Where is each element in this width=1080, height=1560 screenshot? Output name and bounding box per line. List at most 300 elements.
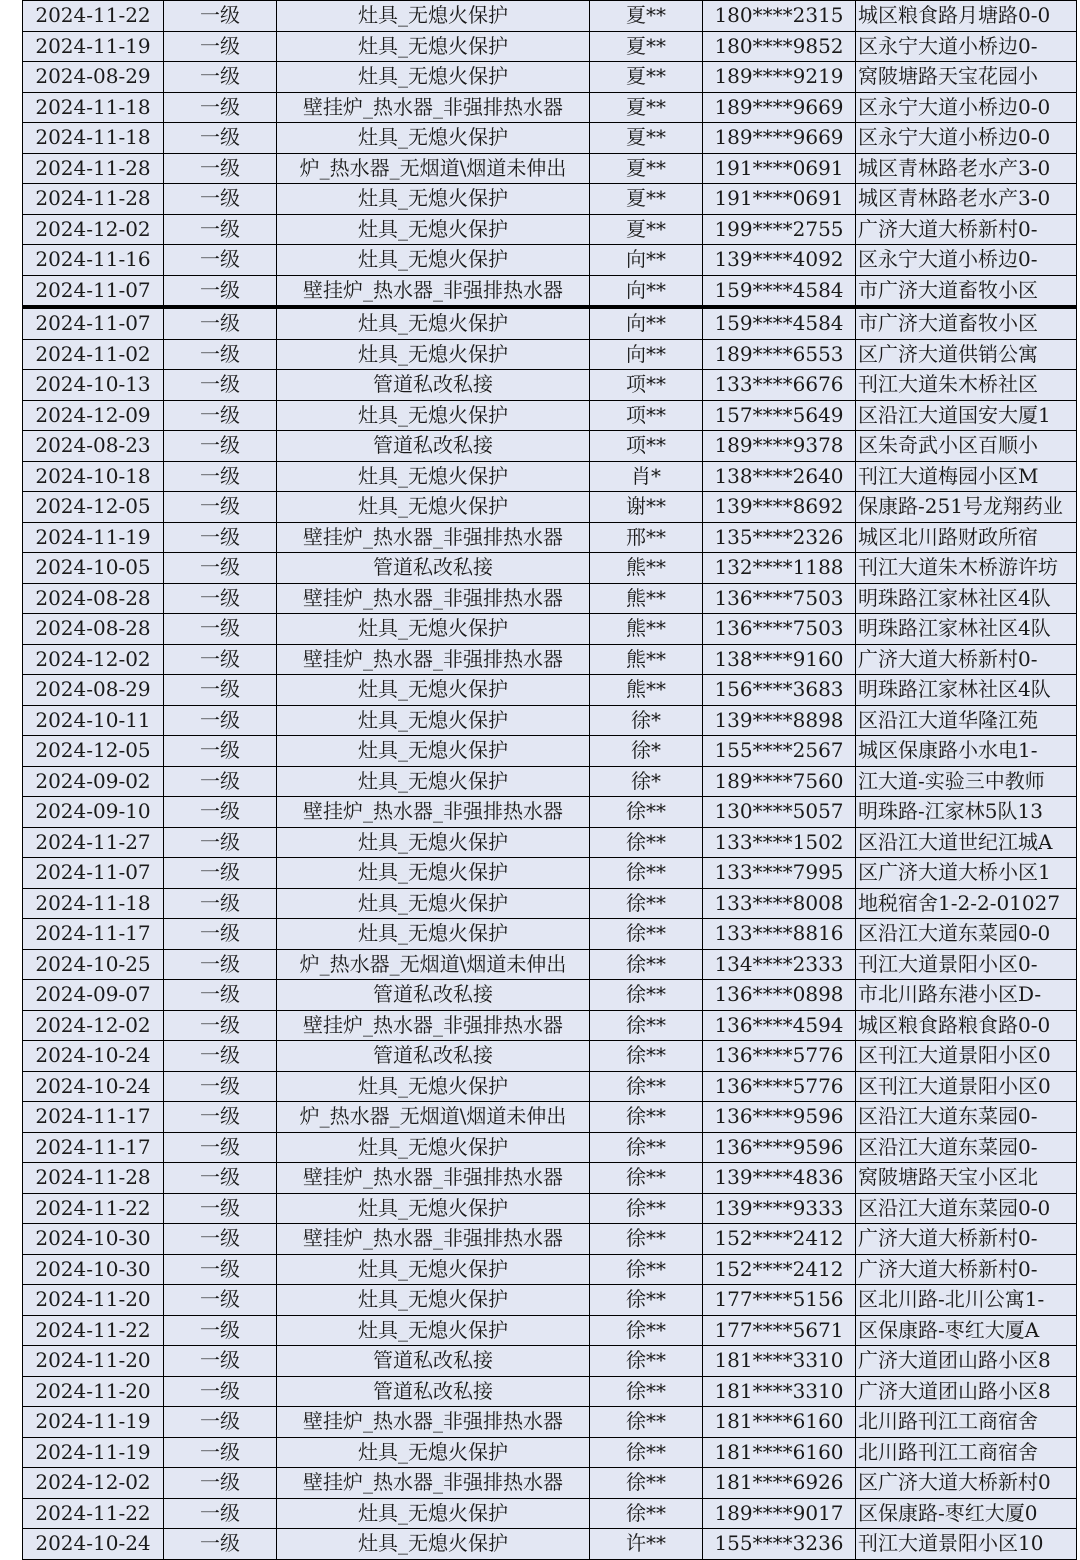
level-cell: 一级 bbox=[164, 1, 277, 32]
address-cell: 区沿江大道世纪江城A bbox=[856, 827, 1077, 858]
issue-cell: 管道私改私接 bbox=[277, 1041, 590, 1072]
table-row bbox=[23, 184, 1077, 215]
level-cell: 一级 bbox=[164, 980, 277, 1011]
phone-cell: 136****7503 bbox=[703, 614, 856, 645]
phone-cell: 155****3236 bbox=[703, 1529, 856, 1560]
level-cell: 一级 bbox=[164, 1498, 277, 1529]
date-cell: 2024-11-07 bbox=[23, 858, 164, 889]
name-cell: 徐* bbox=[590, 766, 703, 797]
name-cell: 徐** bbox=[590, 980, 703, 1011]
address-cell: 城区青林路老水产3-0 bbox=[856, 184, 1077, 215]
issue-cell: 炉_热水器_无烟道\烟道未伸出 bbox=[277, 1102, 590, 1133]
address-cell: 城区粮食路月塘路0-0 bbox=[856, 1, 1077, 32]
level-cell: 一级 bbox=[164, 1529, 277, 1560]
date-cell: 2024-11-17 bbox=[23, 919, 164, 950]
address-cell: 区永宁大道小桥边0- bbox=[856, 245, 1077, 276]
issue-cell: 灶具_无熄火保护 bbox=[277, 31, 590, 62]
table-row bbox=[23, 797, 1077, 828]
date-cell: 2024-08-28 bbox=[23, 583, 164, 614]
name-cell: 熊** bbox=[590, 675, 703, 706]
table-row bbox=[23, 827, 1077, 858]
name-cell: 徐** bbox=[590, 1254, 703, 1285]
issue-cell: 灶具_无熄火保护 bbox=[277, 1498, 590, 1529]
table-row bbox=[23, 245, 1077, 276]
table-row bbox=[23, 62, 1077, 93]
name-cell: 项** bbox=[590, 370, 703, 401]
level-cell: 一级 bbox=[164, 1193, 277, 1224]
address-cell: 区刊江大道景阳小区0 bbox=[856, 1071, 1077, 1102]
name-cell: 夏** bbox=[590, 62, 703, 93]
phone-cell: 136****0898 bbox=[703, 980, 856, 1011]
name-cell: 徐** bbox=[590, 797, 703, 828]
phone-cell: 157****5649 bbox=[703, 400, 856, 431]
phone-cell: 136****7503 bbox=[703, 583, 856, 614]
phone-cell: 189****6553 bbox=[703, 339, 856, 370]
name-cell: 向** bbox=[590, 339, 703, 370]
issue-cell: 灶具_无熄火保护 bbox=[277, 339, 590, 370]
name-cell: 许** bbox=[590, 1529, 703, 1560]
address-cell: 广济大道大桥新村0- bbox=[856, 1254, 1077, 1285]
date-cell: 2024-11-22 bbox=[23, 1193, 164, 1224]
phone-cell: 189****9669 bbox=[703, 123, 856, 154]
name-cell: 夏** bbox=[590, 31, 703, 62]
date-cell: 2024-12-05 bbox=[23, 492, 164, 523]
address-cell: 江大道-实验三中教师 bbox=[856, 766, 1077, 797]
name-cell: 向** bbox=[590, 245, 703, 276]
level-cell: 一级 bbox=[164, 949, 277, 980]
name-cell: 徐** bbox=[590, 1224, 703, 1255]
phone-cell: 139****8898 bbox=[703, 705, 856, 736]
address-cell: 北川路刊江工商宿舍 bbox=[856, 1407, 1077, 1438]
table-row bbox=[23, 461, 1077, 492]
address-cell: 市广济大道畜牧小区 bbox=[856, 275, 1077, 307]
table-row bbox=[23, 1, 1077, 32]
date-cell: 2024-11-16 bbox=[23, 245, 164, 276]
level-cell: 一级 bbox=[164, 307, 277, 339]
date-cell: 2024-09-02 bbox=[23, 766, 164, 797]
level-cell: 一级 bbox=[164, 1254, 277, 1285]
table-row bbox=[23, 1437, 1077, 1468]
name-cell: 徐** bbox=[590, 858, 703, 889]
phone-cell: 136****9596 bbox=[703, 1132, 856, 1163]
address-cell: 区永宁大道小桥边0-0 bbox=[856, 92, 1077, 123]
issue-cell: 壁挂炉_热水器_非强排热水器 bbox=[277, 92, 590, 123]
address-cell: 区沿江大道东菜园0- bbox=[856, 1102, 1077, 1133]
date-cell: 2024-12-02 bbox=[23, 214, 164, 245]
phone-cell: 132****1188 bbox=[703, 553, 856, 584]
issue-cell: 灶具_无熄火保护 bbox=[277, 1254, 590, 1285]
issue-cell: 壁挂炉_热水器_非强排热水器 bbox=[277, 797, 590, 828]
level-cell: 一级 bbox=[164, 827, 277, 858]
date-cell: 2024-10-13 bbox=[23, 370, 164, 401]
phone-cell: 138****2640 bbox=[703, 461, 856, 492]
level-cell: 一级 bbox=[164, 184, 277, 215]
table-row bbox=[23, 522, 1077, 553]
phone-cell: 181****6160 bbox=[703, 1407, 856, 1438]
date-cell: 2024-11-02 bbox=[23, 339, 164, 370]
date-cell: 2024-11-28 bbox=[23, 184, 164, 215]
hazard-record-table bbox=[22, 0, 1077, 1560]
phone-cell: 136****4594 bbox=[703, 1010, 856, 1041]
address-cell: 区永宁大道小桥边0-0 bbox=[856, 123, 1077, 154]
phone-cell: 133****8816 bbox=[703, 919, 856, 950]
table-row bbox=[23, 1346, 1077, 1377]
table-row bbox=[23, 1132, 1077, 1163]
date-cell: 2024-11-22 bbox=[23, 1, 164, 32]
table-row bbox=[23, 1041, 1077, 1072]
address-cell: 区朱奇武小区百顺小 bbox=[856, 431, 1077, 462]
level-cell: 一级 bbox=[164, 736, 277, 767]
name-cell: 熊** bbox=[590, 614, 703, 645]
issue-cell: 灶具_无熄火保护 bbox=[277, 62, 590, 93]
table-row bbox=[23, 153, 1077, 184]
phone-cell: 139****9333 bbox=[703, 1193, 856, 1224]
table-row bbox=[23, 1376, 1077, 1407]
date-cell: 2024-10-18 bbox=[23, 461, 164, 492]
address-cell: 刊江大道景阳小区10 bbox=[856, 1529, 1077, 1560]
table-row bbox=[23, 949, 1077, 980]
level-cell: 一级 bbox=[164, 583, 277, 614]
name-cell: 徐** bbox=[590, 949, 703, 980]
level-cell: 一级 bbox=[164, 1376, 277, 1407]
phone-cell: 181****6926 bbox=[703, 1468, 856, 1499]
phone-cell: 133****7995 bbox=[703, 858, 856, 889]
phone-cell: 189****9219 bbox=[703, 62, 856, 93]
phone-cell: 138****9160 bbox=[703, 644, 856, 675]
name-cell: 夏** bbox=[590, 153, 703, 184]
issue-cell: 灶具_无熄火保护 bbox=[277, 919, 590, 950]
issue-cell: 壁挂炉_热水器_非强排热水器 bbox=[277, 583, 590, 614]
phone-cell: 189****9017 bbox=[703, 1498, 856, 1529]
phone-cell: 159****4584 bbox=[703, 275, 856, 307]
level-cell: 一级 bbox=[164, 614, 277, 645]
table-row bbox=[23, 766, 1077, 797]
issue-cell: 壁挂炉_热水器_非强排热水器 bbox=[277, 1010, 590, 1041]
address-cell: 刊江大道朱木桥社区 bbox=[856, 370, 1077, 401]
level-cell: 一级 bbox=[164, 92, 277, 123]
issue-cell: 灶具_无熄火保护 bbox=[277, 1315, 590, 1346]
date-cell: 2024-08-28 bbox=[23, 614, 164, 645]
name-cell: 徐** bbox=[590, 827, 703, 858]
issue-cell: 壁挂炉_热水器_非强排热水器 bbox=[277, 1468, 590, 1499]
date-cell: 2024-11-20 bbox=[23, 1376, 164, 1407]
address-cell: 区广济大道大桥新村0 bbox=[856, 1468, 1077, 1499]
phone-cell: 156****3683 bbox=[703, 675, 856, 706]
phone-cell: 189****7560 bbox=[703, 766, 856, 797]
date-cell: 2024-11-20 bbox=[23, 1346, 164, 1377]
phone-cell: 134****2333 bbox=[703, 949, 856, 980]
address-cell: 城区青林路老水产3-0 bbox=[856, 153, 1077, 184]
phone-cell: 136****9596 bbox=[703, 1102, 856, 1133]
date-cell: 2024-11-19 bbox=[23, 1407, 164, 1438]
date-cell: 2024-10-25 bbox=[23, 949, 164, 980]
level-cell: 一级 bbox=[164, 675, 277, 706]
issue-cell: 壁挂炉_热水器_非强排热水器 bbox=[277, 275, 590, 307]
table-row bbox=[23, 1254, 1077, 1285]
date-cell: 2024-11-19 bbox=[23, 522, 164, 553]
table-row bbox=[23, 431, 1077, 462]
date-cell: 2024-10-05 bbox=[23, 553, 164, 584]
level-cell: 一级 bbox=[164, 858, 277, 889]
issue-cell: 灶具_无熄火保护 bbox=[277, 184, 590, 215]
table-row bbox=[23, 888, 1077, 919]
level-cell: 一级 bbox=[164, 123, 277, 154]
address-cell: 广济大道大桥新村0- bbox=[856, 1224, 1077, 1255]
address-cell: 明珠路江家林社区4队 bbox=[856, 614, 1077, 645]
date-cell: 2024-11-22 bbox=[23, 1498, 164, 1529]
date-cell: 2024-11-17 bbox=[23, 1102, 164, 1133]
level-cell: 一级 bbox=[164, 1407, 277, 1438]
address-cell: 区广济大道供销公寓 bbox=[856, 339, 1077, 370]
issue-cell: 灶具_无熄火保护 bbox=[277, 214, 590, 245]
level-cell: 一级 bbox=[164, 705, 277, 736]
table-row bbox=[23, 1315, 1077, 1346]
date-cell: 2024-10-24 bbox=[23, 1071, 164, 1102]
phone-cell: 152****2412 bbox=[703, 1224, 856, 1255]
address-cell: 刊江大道朱木桥游许坊 bbox=[856, 553, 1077, 584]
table-row bbox=[23, 980, 1077, 1011]
table-row bbox=[23, 275, 1077, 307]
issue-cell: 灶具_无熄火保护 bbox=[277, 614, 590, 645]
date-cell: 2024-11-07 bbox=[23, 275, 164, 307]
table-row bbox=[23, 1529, 1077, 1560]
address-cell: 区沿江大道华隆江苑 bbox=[856, 705, 1077, 736]
name-cell: 夏** bbox=[590, 184, 703, 215]
name-cell: 徐** bbox=[590, 1315, 703, 1346]
address-cell: 区沿江大道国安大厦1 bbox=[856, 400, 1077, 431]
name-cell: 夏** bbox=[590, 1, 703, 32]
phone-cell: 139****8692 bbox=[703, 492, 856, 523]
date-cell: 2024-11-07 bbox=[23, 307, 164, 339]
name-cell: 徐** bbox=[590, 1010, 703, 1041]
level-cell: 一级 bbox=[164, 1437, 277, 1468]
address-cell: 区永宁大道小桥边0- bbox=[856, 31, 1077, 62]
issue-cell: 壁挂炉_热水器_非强排热水器 bbox=[277, 1224, 590, 1255]
level-cell: 一级 bbox=[164, 62, 277, 93]
name-cell: 熊** bbox=[590, 553, 703, 584]
phone-cell: 177****5156 bbox=[703, 1285, 856, 1316]
issue-cell: 壁挂炉_热水器_非强排热水器 bbox=[277, 644, 590, 675]
date-cell: 2024-12-02 bbox=[23, 1010, 164, 1041]
phone-cell: 189****9378 bbox=[703, 431, 856, 462]
phone-cell: 180****9852 bbox=[703, 31, 856, 62]
table-row bbox=[23, 858, 1077, 889]
table-row bbox=[23, 214, 1077, 245]
name-cell: 夏** bbox=[590, 92, 703, 123]
date-cell: 2024-08-23 bbox=[23, 431, 164, 462]
level-cell: 一级 bbox=[164, 492, 277, 523]
address-cell: 广济大道大桥新村0- bbox=[856, 214, 1077, 245]
level-cell: 一级 bbox=[164, 1163, 277, 1194]
issue-cell: 灶具_无熄火保护 bbox=[277, 675, 590, 706]
phone-cell: 189****9669 bbox=[703, 92, 856, 123]
level-cell: 一级 bbox=[164, 339, 277, 370]
date-cell: 2024-10-24 bbox=[23, 1041, 164, 1072]
name-cell: 徐** bbox=[590, 1071, 703, 1102]
table-row bbox=[23, 1468, 1077, 1499]
phone-cell: 133****6676 bbox=[703, 370, 856, 401]
issue-cell: 灶具_无熄火保护 bbox=[277, 307, 590, 339]
table-row bbox=[23, 92, 1077, 123]
date-cell: 2024-11-28 bbox=[23, 153, 164, 184]
date-cell: 2024-10-11 bbox=[23, 705, 164, 736]
table-row bbox=[23, 370, 1077, 401]
address-cell: 明珠路江家林社区4队 bbox=[856, 583, 1077, 614]
phone-cell: 180****2315 bbox=[703, 1, 856, 32]
name-cell: 项** bbox=[590, 431, 703, 462]
phone-cell: 136****5776 bbox=[703, 1071, 856, 1102]
issue-cell: 灶具_无熄火保护 bbox=[277, 1071, 590, 1102]
date-cell: 2024-11-19 bbox=[23, 1437, 164, 1468]
address-cell: 区保康路-枣红大厦0 bbox=[856, 1498, 1077, 1529]
phone-cell: 152****2412 bbox=[703, 1254, 856, 1285]
phone-cell: 133****8008 bbox=[703, 888, 856, 919]
name-cell: 夏** bbox=[590, 123, 703, 154]
issue-cell: 灶具_无熄火保护 bbox=[277, 123, 590, 154]
level-cell: 一级 bbox=[164, 888, 277, 919]
level-cell: 一级 bbox=[164, 370, 277, 401]
name-cell: 徐** bbox=[590, 919, 703, 950]
name-cell: 徐** bbox=[590, 1407, 703, 1438]
level-cell: 一级 bbox=[164, 1132, 277, 1163]
table-body bbox=[23, 1, 1077, 1560]
date-cell: 2024-12-02 bbox=[23, 644, 164, 675]
issue-cell: 灶具_无熄火保护 bbox=[277, 858, 590, 889]
date-cell: 2024-11-18 bbox=[23, 123, 164, 154]
table-row bbox=[23, 1193, 1077, 1224]
address-cell: 广济大道团山路小区8 bbox=[856, 1346, 1077, 1377]
date-cell: 2024-09-07 bbox=[23, 980, 164, 1011]
table-row bbox=[23, 705, 1077, 736]
address-cell: 地税宿舍1-2-2-01027 bbox=[856, 888, 1077, 919]
level-cell: 一级 bbox=[164, 1102, 277, 1133]
phone-cell: 133****1502 bbox=[703, 827, 856, 858]
address-cell: 区沿江大道东菜园0- bbox=[856, 1132, 1077, 1163]
date-cell: 2024-08-29 bbox=[23, 675, 164, 706]
address-cell: 区沿江大道东菜园0-0 bbox=[856, 1193, 1077, 1224]
level-cell: 一级 bbox=[164, 553, 277, 584]
level-cell: 一级 bbox=[164, 766, 277, 797]
issue-cell: 灶具_无熄火保护 bbox=[277, 1285, 590, 1316]
issue-cell: 灶具_无熄火保护 bbox=[277, 705, 590, 736]
level-cell: 一级 bbox=[164, 797, 277, 828]
level-cell: 一级 bbox=[164, 1346, 277, 1377]
name-cell: 徐** bbox=[590, 1437, 703, 1468]
phone-cell: 139****4092 bbox=[703, 245, 856, 276]
address-cell: 城区保康路小水电1- bbox=[856, 736, 1077, 767]
phone-cell: 136****5776 bbox=[703, 1041, 856, 1072]
name-cell: 徐** bbox=[590, 1102, 703, 1133]
table-row bbox=[23, 1071, 1077, 1102]
issue-cell: 灶具_无熄火保护 bbox=[277, 1193, 590, 1224]
table-row bbox=[23, 736, 1077, 767]
level-cell: 一级 bbox=[164, 275, 277, 307]
name-cell: 熊** bbox=[590, 583, 703, 614]
issue-cell: 灶具_无熄火保护 bbox=[277, 766, 590, 797]
level-cell: 一级 bbox=[164, 31, 277, 62]
address-cell: 区广济大道大桥小区1 bbox=[856, 858, 1077, 889]
issue-cell: 灶具_无熄火保护 bbox=[277, 1, 590, 32]
address-cell: 明珠路江家林社区4队 bbox=[856, 675, 1077, 706]
address-cell: 广济大道大桥新村0- bbox=[856, 644, 1077, 675]
issue-cell: 炉_热水器_无烟道\烟道未伸出 bbox=[277, 949, 590, 980]
date-cell: 2024-12-09 bbox=[23, 400, 164, 431]
name-cell: 向** bbox=[590, 275, 703, 307]
table-row bbox=[23, 31, 1077, 62]
issue-cell: 壁挂炉_热水器_非强排热水器 bbox=[277, 522, 590, 553]
table-row bbox=[23, 1407, 1077, 1438]
phone-cell: 199****2755 bbox=[703, 214, 856, 245]
name-cell: 徐** bbox=[590, 1498, 703, 1529]
name-cell: 徐** bbox=[590, 1468, 703, 1499]
level-cell: 一级 bbox=[164, 522, 277, 553]
table-row bbox=[23, 492, 1077, 523]
level-cell: 一级 bbox=[164, 1315, 277, 1346]
name-cell: 向** bbox=[590, 307, 703, 339]
table-row bbox=[23, 1285, 1077, 1316]
name-cell: 谢** bbox=[590, 492, 703, 523]
issue-cell: 灶具_无熄火保护 bbox=[277, 888, 590, 919]
table-row bbox=[23, 1224, 1077, 1255]
phone-cell: 135****2326 bbox=[703, 522, 856, 553]
phone-cell: 181****3310 bbox=[703, 1346, 856, 1377]
phone-cell: 191****0691 bbox=[703, 184, 856, 215]
name-cell: 邢** bbox=[590, 522, 703, 553]
date-cell: 2024-12-05 bbox=[23, 736, 164, 767]
issue-cell: 管道私改私接 bbox=[277, 553, 590, 584]
date-cell: 2024-08-29 bbox=[23, 62, 164, 93]
table-row bbox=[23, 307, 1077, 339]
date-cell: 2024-11-20 bbox=[23, 1285, 164, 1316]
issue-cell: 灶具_无熄火保护 bbox=[277, 492, 590, 523]
level-cell: 一级 bbox=[164, 1010, 277, 1041]
address-cell: 城区粮食路粮食路0-0 bbox=[856, 1010, 1077, 1041]
address-cell: 区保康路-枣红大厦A bbox=[856, 1315, 1077, 1346]
phone-cell: 181****6160 bbox=[703, 1437, 856, 1468]
table-row bbox=[23, 919, 1077, 950]
issue-cell: 壁挂炉_热水器_非强排热水器 bbox=[277, 1407, 590, 1438]
date-cell: 2024-11-28 bbox=[23, 1163, 164, 1194]
phone-cell: 181****3310 bbox=[703, 1376, 856, 1407]
level-cell: 一级 bbox=[164, 1285, 277, 1316]
address-cell: 区沿江大道东菜园0-0 bbox=[856, 919, 1077, 950]
table-row bbox=[23, 644, 1077, 675]
level-cell: 一级 bbox=[164, 1041, 277, 1072]
issue-cell: 灶具_无熄火保护 bbox=[277, 245, 590, 276]
name-cell: 徐** bbox=[590, 1346, 703, 1377]
table-row bbox=[23, 553, 1077, 584]
table-row bbox=[23, 1010, 1077, 1041]
level-cell: 一级 bbox=[164, 1224, 277, 1255]
issue-cell: 灶具_无熄火保护 bbox=[277, 1529, 590, 1560]
issue-cell: 灶具_无熄火保护 bbox=[277, 461, 590, 492]
name-cell: 徐* bbox=[590, 736, 703, 767]
address-cell: 刊江大道梅园小区M bbox=[856, 461, 1077, 492]
table-row bbox=[23, 583, 1077, 614]
name-cell: 徐* bbox=[590, 705, 703, 736]
address-cell: 城区北川路财政所宿 bbox=[856, 522, 1077, 553]
issue-cell: 炉_热水器_无烟道\烟道未伸出 bbox=[277, 153, 590, 184]
phone-cell: 159****4584 bbox=[703, 307, 856, 339]
date-cell: 2024-11-27 bbox=[23, 827, 164, 858]
level-cell: 一级 bbox=[164, 644, 277, 675]
name-cell: 徐** bbox=[590, 1132, 703, 1163]
phone-cell: 155****2567 bbox=[703, 736, 856, 767]
name-cell: 徐** bbox=[590, 1376, 703, 1407]
date-cell: 2024-11-18 bbox=[23, 92, 164, 123]
address-cell: 刊江大道景阳小区0- bbox=[856, 949, 1077, 980]
table-row bbox=[23, 400, 1077, 431]
